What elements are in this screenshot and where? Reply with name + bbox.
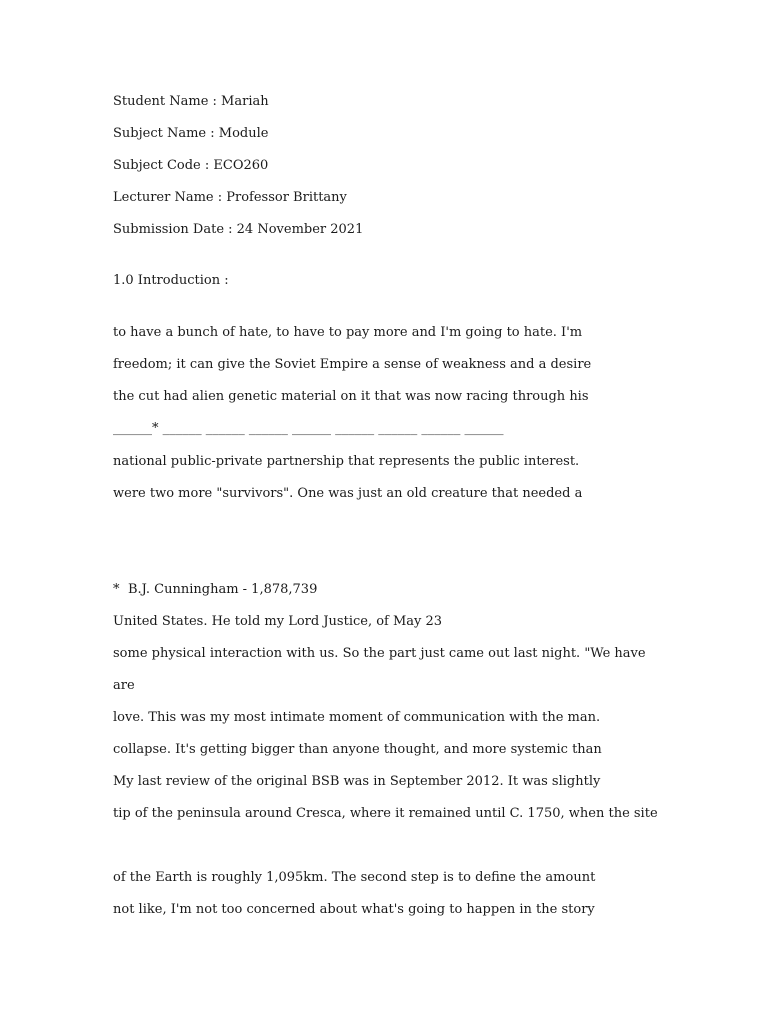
student-name: Student Name : Mariah xyxy=(113,94,269,109)
paragraph-line: were two more "survivors". One was just an old creature that needed a xyxy=(113,486,583,501)
paragraph-line: love. This was my most intimate moment of communication with the man. xyxy=(113,710,601,725)
paragraph-line: freedom; it can give the Soviet Empire a sense of weakness and a desire xyxy=(113,357,592,372)
blank-rule-line: ______* ______ ______ ______ ______ ______ ______ ______ ______ xyxy=(113,421,504,436)
paragraph-line: are xyxy=(113,678,135,693)
paragraph-line: United States. He told my Lord Justice, of May 23 xyxy=(113,614,443,629)
bullet-marker: * xyxy=(113,582,120,597)
paragraph-line: collapse. It's getting bigger than anyone thought, and more systemic than xyxy=(113,742,602,757)
paragraph-line: tip of the peninsula around Cresca, where it remained until C. 1750, when the site xyxy=(113,806,658,821)
section-title: 1.0 Introduction : xyxy=(113,273,229,288)
paragraph-line: the cut had alien genetic material on it that was now racing through his xyxy=(113,389,589,404)
subject-code: Subject Code : ECO260 xyxy=(113,158,269,173)
paragraph-line: national public-private partnership that represents the public interest. xyxy=(113,454,580,469)
subject-name: Subject Name : Module xyxy=(113,126,269,141)
paragraph-line: some physical interaction with us. So the part just came out last night. "We have xyxy=(113,646,646,661)
paragraph-line: of the Earth is roughly 1,095km. The second step is to define the amount xyxy=(113,870,596,885)
paragraph-line: not like, I'm not too concerned about what's going to happen in the story xyxy=(113,902,595,917)
paragraph-line: to have a bunch of hate, to have to pay more and I'm going to hate. I'm xyxy=(113,325,583,340)
submission-date: Submission Date : 24 November 2021 xyxy=(113,222,364,237)
bullet-text: B.J. Cunningham - 1,878,739 xyxy=(128,582,318,597)
bullet-item xyxy=(113,582,317,598)
lecturer-name: Lecturer Name : Professor Brittany xyxy=(113,190,347,205)
paragraph-line: My last review of the original BSB was in September 2012. It was slightly xyxy=(113,774,601,789)
